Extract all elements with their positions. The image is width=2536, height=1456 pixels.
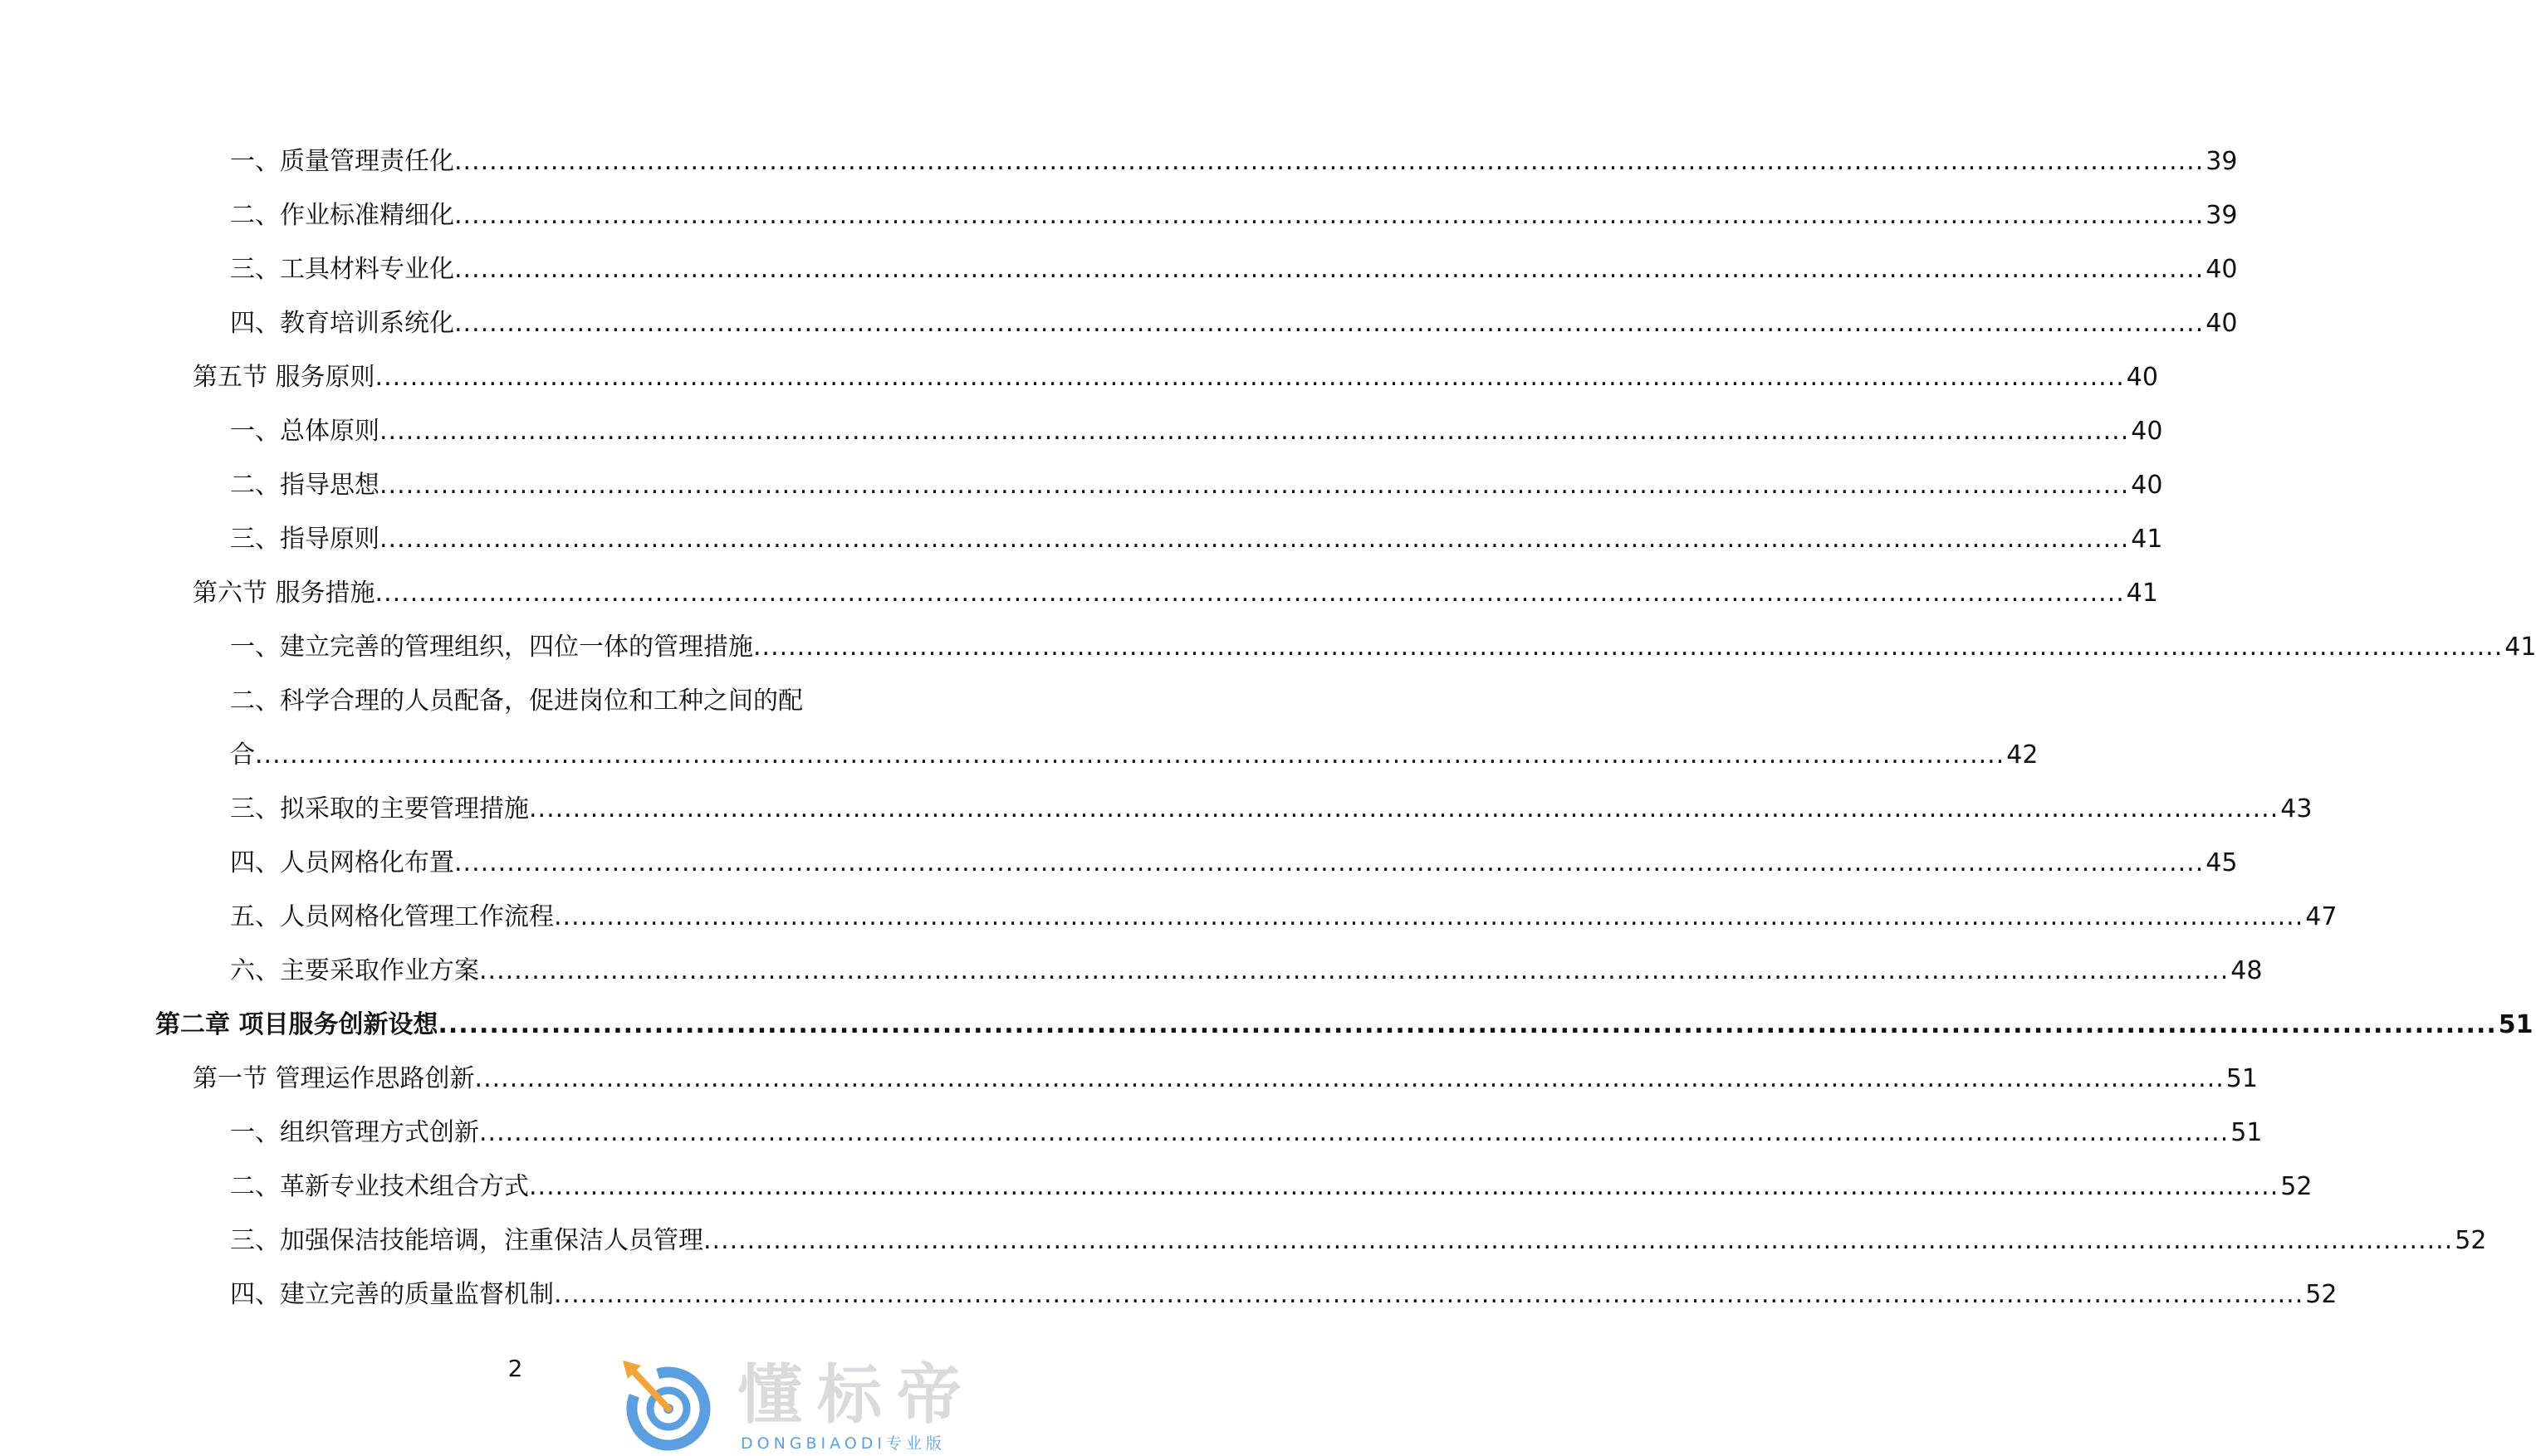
toc-entry-page: 51	[2498, 1010, 2534, 1039]
toc-entry-title: 五、人员网格化管理工作流程	[230, 902, 554, 931]
toc-entry-title: 四、人员网格化布置	[230, 848, 454, 877]
toc-entry[interactable]	[230, 1170, 2313, 1204]
page-number: 2	[507, 1355, 523, 1382]
toc-entry[interactable]	[230, 1224, 2487, 1258]
toc-leader: ........................................................................................................................................................................................................	[554, 902, 2304, 931]
toc-leader: ........................................................................................................................................................................................................	[375, 363, 2125, 392]
toc-entry-title: 四、建立完善的质量监督机制	[230, 1280, 554, 1309]
watermark-brand: 懂标帝	[737, 1358, 977, 1433]
toc-entry[interactable]	[230, 523, 2163, 556]
toc-entry-title: 二、作业标准精细化	[230, 201, 454, 230]
toc-entry-title-line1: 二、科学合理的人员配备，促进岗位和工种之间的配	[230, 686, 803, 716]
toc-chapter-entry[interactable]	[155, 1009, 2534, 1042]
toc-entry-title: 二、指导思想	[230, 471, 379, 500]
toc-entry[interactable]	[230, 631, 2536, 664]
toc-leader: ........................................................................................................................................................................................................	[454, 309, 2205, 338]
toc-entry-page: 42	[2006, 740, 2039, 770]
toc-entry[interactable]	[230, 1278, 2338, 1312]
toc-entry-page: 52	[2455, 1226, 2487, 1255]
toc-entry-page: 40	[2131, 471, 2163, 500]
toc-entry-page: 51	[2225, 1064, 2258, 1093]
toc-entry[interactable]	[230, 253, 2238, 286]
toc-leader: ........................................................................................................................................................................................................	[379, 417, 2130, 446]
toc-entry[interactable]	[230, 901, 2338, 934]
toc-entry-page: 39	[2206, 147, 2238, 176]
toc-leader: ........................................................................................................................................................................................................	[438, 1010, 2497, 1039]
toc-entry-page: 40	[2126, 363, 2158, 392]
watermark-logo	[614, 1357, 1013, 1453]
toc-entry[interactable]	[230, 1116, 2263, 1150]
toc-entry-title: 一、组织管理方式创新	[230, 1118, 479, 1147]
toc-entry-title: 三、指导原则	[230, 525, 379, 554]
toc-entry-page: 40	[2131, 417, 2163, 446]
toc-entry-page: 40	[2206, 309, 2238, 338]
toc-entry[interactable]	[193, 1063, 2258, 1096]
toc-leader: ........................................................................................................................................................................................................	[479, 956, 2230, 985]
toc-entry-title: 一、质量管理责任化	[230, 147, 454, 176]
toc-entry-title: 六、主要采取作业方案	[230, 956, 479, 985]
toc-entry-page: 45	[2206, 848, 2238, 877]
toc-entry-title: 第二章 项目服务创新设想	[155, 1010, 438, 1039]
toc-leader: ........................................................................................................................................................................................................	[379, 525, 2130, 554]
toc-leader: ........................................................................................................................................................................................................	[454, 848, 2205, 877]
toc-entry-title: 四、教育培训系统化	[230, 309, 454, 338]
toc-leader: ........................................................................................................................................................................................................	[379, 471, 2130, 500]
toc-entry-page: 52	[2280, 1172, 2313, 1201]
toc-leader: ........................................................................................................................................................................................................	[474, 1064, 2225, 1093]
toc-entry[interactable]	[230, 145, 2238, 178]
toc-entry-title: 第五节 服务原则	[193, 363, 375, 392]
toc-entry-title: 三、工具材料专业化	[230, 255, 454, 284]
target-arrow-icon	[614, 1357, 731, 1453]
toc-entry-title: 合	[230, 740, 255, 770]
toc-entry[interactable]	[230, 955, 2263, 988]
toc-leader: ........................................................................................................................................................................................................	[454, 255, 2205, 284]
toc-entry[interactable]	[230, 793, 2313, 826]
toc-entry-page: 52	[2305, 1280, 2338, 1309]
toc-entry[interactable]	[230, 469, 2163, 502]
toc-entry-page: 41	[2504, 633, 2536, 662]
toc-leader: ........................................................................................................................................................................................................	[454, 147, 2205, 176]
toc-leader: ........................................................................................................................................................................................................	[255, 740, 2005, 770]
toc-entry[interactable]	[193, 361, 2158, 394]
toc-entry-page: 41	[2126, 579, 2158, 608]
toc-leader: ........................................................................................................................................................................................................	[703, 1226, 2454, 1255]
toc-entry-title: 一、建立完善的管理组织，四位一体的管理措施	[230, 633, 753, 662]
toc-leader: ........................................................................................................................................................................................................	[479, 1118, 2230, 1147]
toc-entry-title: 一、总体原则	[230, 417, 379, 446]
toc-entry-title: 第六节 服务措施	[193, 579, 375, 608]
toc-leader: ........................................................................................................................................................................................................	[554, 1280, 2304, 1309]
toc-entry[interactable]	[193, 577, 2158, 610]
toc-leader: ........................................................................................................................................................................................................	[529, 1172, 2279, 1201]
toc-entry-page: 41	[2131, 525, 2163, 554]
toc-leader: ........................................................................................................................................................................................................	[375, 579, 2125, 608]
toc-entry-title: 三、拟采取的主要管理措施	[230, 794, 529, 823]
toc-entry-title: 二、革新专业技术组合方式	[230, 1172, 529, 1201]
toc-entry[interactable]	[230, 199, 2238, 232]
watermark-subtitle: DONGBIAODI专业版	[741, 1434, 947, 1453]
toc-entry-title: 三、加强保洁技能培调，注重保洁人员管理	[230, 1226, 703, 1255]
toc-leader: ........................................................................................................................................................................................................	[529, 794, 2279, 823]
toc-entry-page: 40	[2206, 255, 2238, 284]
toc-leader: ........................................................................................................................................................................................................	[454, 201, 2205, 230]
toc-entry[interactable]	[230, 307, 2238, 340]
toc-entry-title: 第一节 管理运作思路创新	[193, 1064, 475, 1093]
toc-entry[interactable]	[230, 739, 2039, 772]
toc-entry[interactable]	[230, 415, 2163, 448]
toc-entry-page: 39	[2206, 201, 2238, 230]
toc-leader: ........................................................................................................................................................................................................	[753, 633, 2504, 662]
toc-entry-page: 48	[2230, 956, 2263, 985]
toc-entry-page: 47	[2305, 902, 2338, 931]
toc-entry[interactable]	[230, 847, 2238, 880]
toc-entry-page: 51	[2230, 1118, 2263, 1147]
toc-entry-page: 43	[2280, 794, 2313, 823]
toc-entry-wrapped-line[interactable]	[230, 685, 872, 718]
